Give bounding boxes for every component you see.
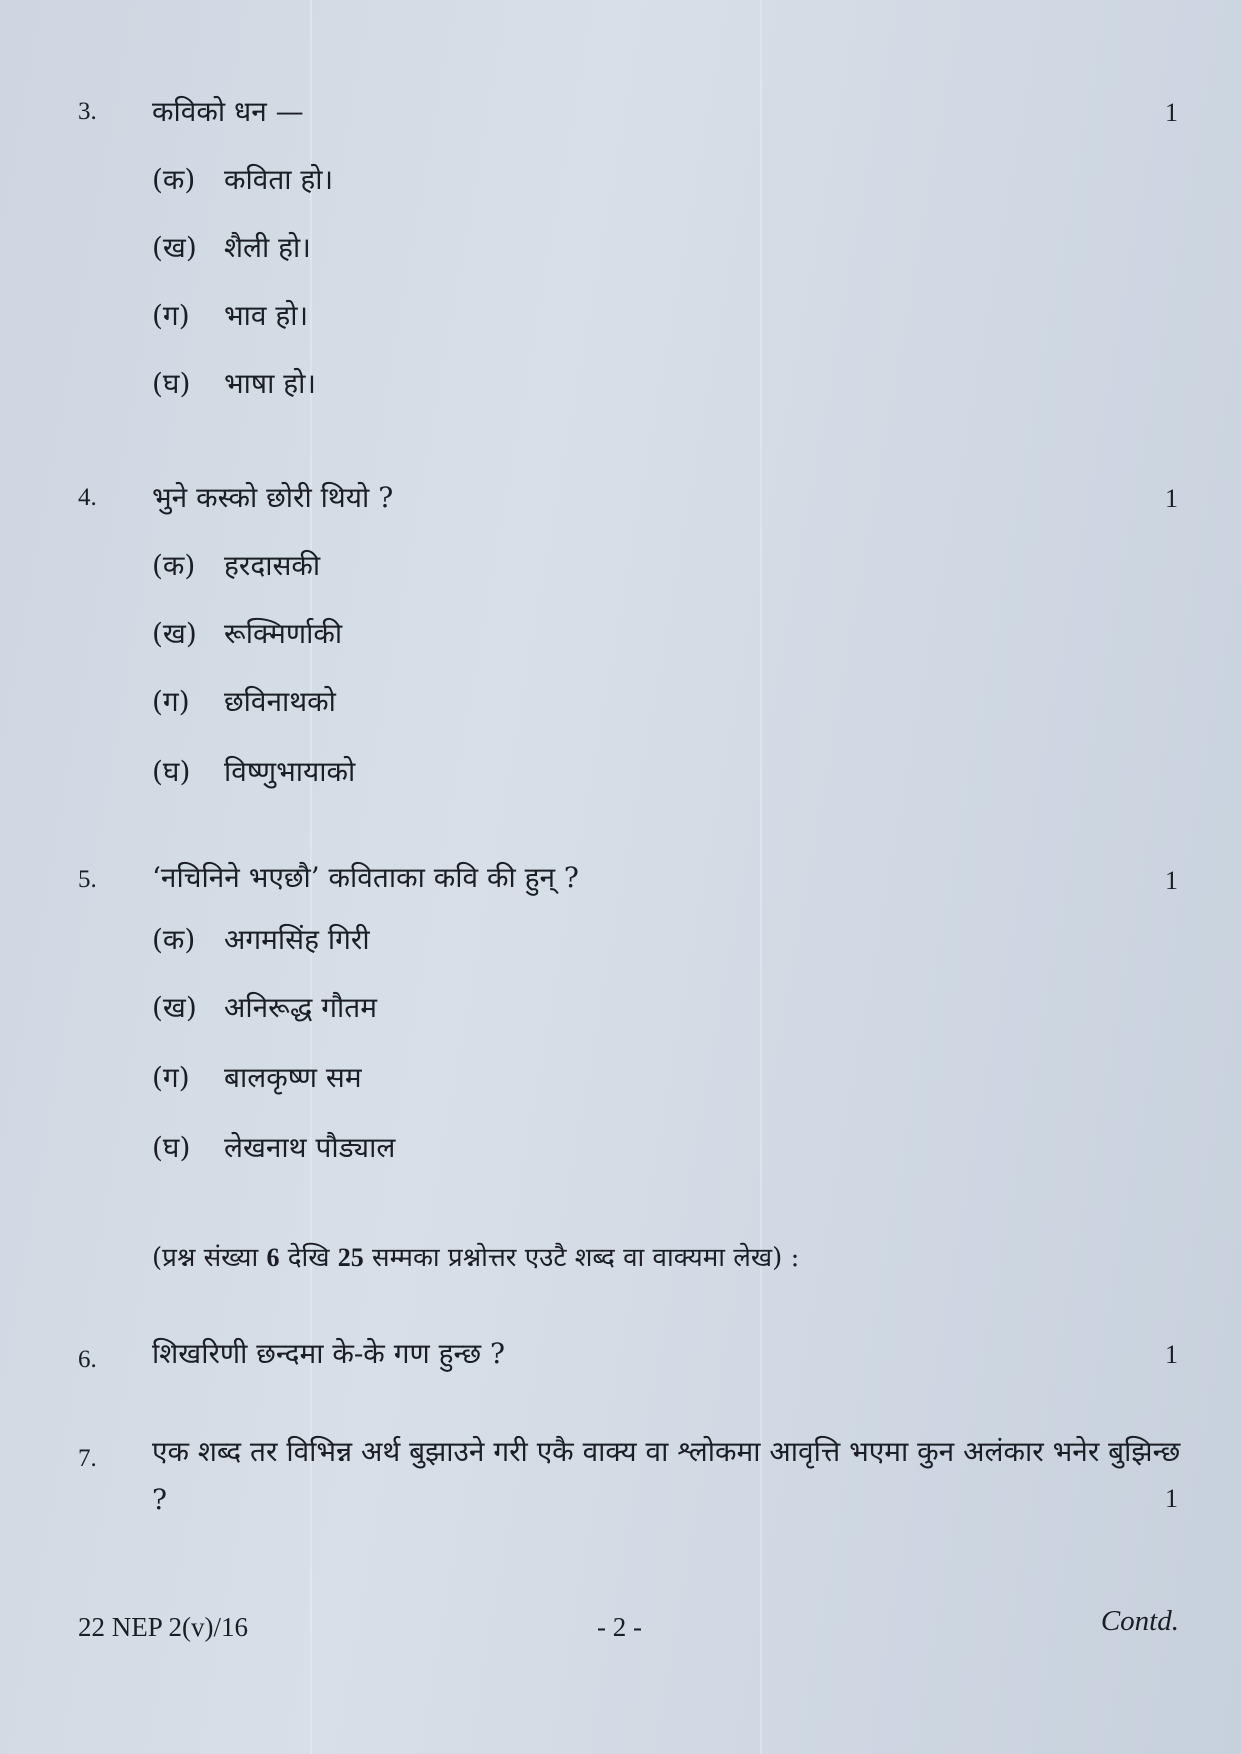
instruction-text: सम्मका प्रश्नोत्तर एउटै शब्द वा वाक्यमा लेख) : [363,1243,800,1273]
question-marks: 1 [1165,1340,1178,1369]
question-marks: 1 [1165,866,1178,895]
option-text: शैली हो। [224,231,311,264]
option-label: (घ) [152,755,191,788]
option-label: (क) [152,549,196,582]
question-number: 5. [78,866,97,893]
page-number: - 2 - [597,1612,642,1642]
option-text: बालकृष्ण सम [224,1061,362,1094]
option-text: कविता हो। [224,163,334,196]
question-number: 3. [78,98,97,125]
option-text: भाव हो। [224,299,309,332]
option-label: (घ) [152,367,191,400]
question-marks: 1 [1165,98,1178,127]
instruction-text: (प्रश्न संख्या [152,1243,267,1273]
question-number: 7. [78,1445,97,1472]
option [152,546,320,584]
option-text: हरदासकी [224,549,321,582]
option [152,1128,395,1166]
option-text: छविनाथको [224,685,336,718]
option [152,682,336,720]
continued-label: Contd. [1100,1605,1179,1637]
question-number: 6. [78,1346,97,1373]
option-label: (ग) [152,685,190,718]
question-number: 4. [78,484,97,511]
paper-code: 22 NEP 2(v)/16 [78,1612,248,1642]
option-label: (घ) [152,1131,191,1164]
option [152,614,342,652]
option-text: अगमसिंह गिरी [224,923,370,956]
question-text: एक शब्द तर विभिन्न अर्थ बुझाउने गरी एकै वाक्य वा श्लोकमा आवृत्ति भएमा कुन अलंकार भनेर बुझिन्छ ? [152,1435,1181,1516]
question-text: शिखरिणी छन्दमा के-के गण हुन्छ ? [152,1337,506,1370]
section-instruction [152,1238,799,1274]
option [152,364,316,402]
instruction-text: देखि [279,1243,338,1273]
question-text: कविको धन — [152,95,304,128]
question-marks: 1 [1165,1484,1178,1513]
option [152,228,311,266]
option [152,160,333,198]
option [152,1058,362,1096]
option [152,752,355,790]
option-text: रूक्मिर्णाकी [224,617,343,650]
question-text: भुने कस्को छोरी थियो ? [152,481,394,514]
option [152,296,308,334]
option-label: (ग) [152,1061,190,1094]
option [152,988,377,1026]
option-label: (ख) [152,991,197,1024]
question-text: ‘नचिनिने भएछौ’ कविताका कवि की हुन् ? [152,861,579,894]
instruction-number-to: 25 [337,1243,364,1272]
option-text: अनिरूद्ध गौतम [224,991,377,1024]
option-label: (ख) [152,231,197,264]
option [152,920,370,958]
question-marks: 1 [1165,484,1178,513]
option-label: (ख) [152,617,197,650]
option-text: लेखनाथ पौड्याल [224,1131,396,1164]
instruction-number-from: 6 [266,1243,280,1272]
option-label: (ग) [152,299,190,332]
option-text: भाषा हो। [224,367,317,400]
option-text: विष्णुभायाको [224,755,356,788]
option-label: (क) [152,923,196,956]
option-label: (क) [152,163,196,196]
